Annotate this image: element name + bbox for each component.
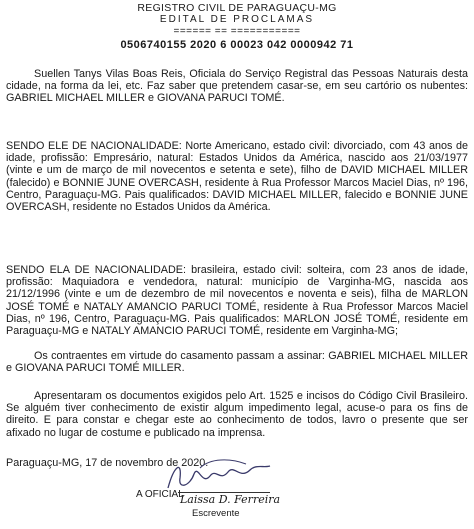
officer-label: A OFICIAL [136, 489, 184, 500]
new-names-paragraph: Os contraentes em virtude do casamento passam a assinar: GABRIEL MICHAEL MILLER e GIOVANA PARUCI TOMÉ MILLER. [6, 350, 468, 375]
registry-name: REGISTRO CIVIL DE PARAGUAÇU-MG [137, 2, 337, 14]
place-date: Paraguaçu-MG, 17 de novembro de 2020. [6, 457, 209, 469]
edital-title: EDITAL DE PROCLAMAS [159, 14, 315, 25]
title-divider: ====== == =========== [173, 26, 301, 37]
intro-paragraph: Suellen Tanys Vilas Boas Reis, Oficiala do Serviço Registral das Pessoas Naturais desta cidade, na forma da lei, etc. Faz saber que pretendem casar-se, em seu cartório os nubentes: GABRIEL MICHAEL MILLER e GIOVANA PARUCI TOMÉ. [6, 68, 468, 105]
protocol-number: 0506740155 2020 6 00023 042 0000942 71 [120, 39, 354, 51]
documents-paragraph: Apresentaram os documentos exigidos pelo Art. 1525 e incisos do Código Civil Brasileiro. Se alguém tiver conhecimento de existir algum impedimento legal, acuse-o para os fins de direito. E para constar e chegar este ao conhecimento de todos, lavro o presente que ser afixado no lugar de costume e publicado na imprensa. [6, 390, 468, 439]
signatory-role: Escrevente [192, 508, 240, 519]
signatory-name: Laissa D. Ferreira [180, 493, 281, 506]
groom-paragraph: SENDO ELE DE NACIONALIDADE: Norte Americano, estado civil: divorciado, com 43 anos de idade, profissão: Empresário, natural: Estados Unidos da América, nascido aos 21/03/1977 (vinte e um de março de mil novecentos e setenta e sete), filho de DAVID MICHAEL MILLER (falecido) e BONNIE JUNE OVERCASH, residente à Rua Professor Marcos Maciel Dias, nº 196, Centro, Paraguaçu-MG. Pais qualificados: DAVID MICHAEL MILLER, falecido e BONNIE JUNE OVERCASH, residente no Estados Unidos da América. [6, 140, 468, 214]
bride-paragraph: SENDO ELA DE NACIONALIDADE: brasileira, estado civil: solteira, com 23 anos de idade, profissão: Maquiadora e vendedora, natural: município de Varginha-MG, nascida aos 21/12/1996 (vinte e um de dezembro de mil novecentos e noventa e seis), filha de MARLON JOSÉ TOMÉ e NATALY AMANCIO PARUCI TOMÉ, residente à Rua Professor Marcos Maciel Dias, nº 196, Centro, Paraguaçu-MG. Pais qualificados: MARLON JOSÉ TOMÉ, residente em Paraguaçu-MG e NATALY AMANCIO PARUCI TOMÉ, residente em Varginha-MG; [6, 264, 468, 338]
